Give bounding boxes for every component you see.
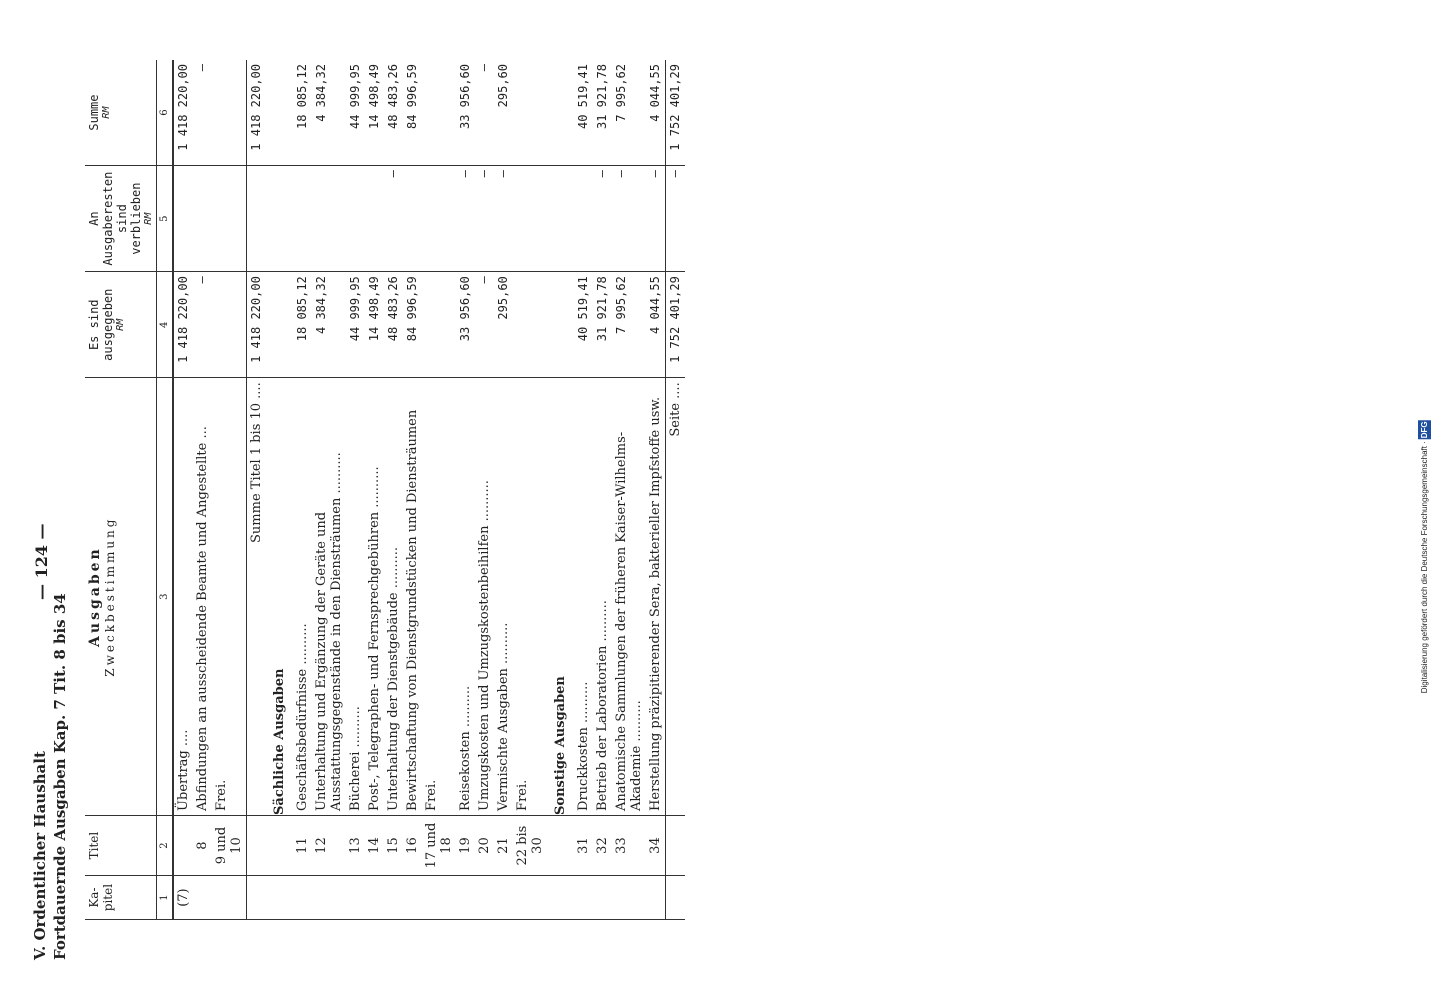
kapitel-cell xyxy=(475,876,494,920)
empty-cell xyxy=(547,166,574,272)
ausgegeben-cell: 4 384,32 xyxy=(312,272,346,378)
budget-table xyxy=(85,60,685,920)
reste-cell xyxy=(422,166,456,272)
unit-label: RM xyxy=(115,318,126,331)
titel-cell: 17 und 18 xyxy=(422,815,456,875)
header-line-2: Fortdauernde Ausgaben Kap. 7 Tit. 8 bis 34 xyxy=(51,593,69,960)
col-reste xyxy=(85,166,157,272)
table-row xyxy=(365,60,384,920)
table-row xyxy=(513,60,547,920)
reste-cell: — xyxy=(456,166,475,272)
titel-cell xyxy=(173,815,193,875)
titel-cell xyxy=(547,815,574,875)
header-line-1: V. Ordentlicher Haushalt xyxy=(31,751,49,960)
zweck-cell: Unterhaltung und Ergänzung der Geräte und Ausstattungsgegenstände in den Diensträumen .......... xyxy=(312,378,346,816)
table-row xyxy=(574,60,593,920)
col-ausgaben-title: Ausgaben xyxy=(87,546,103,647)
summe-cell xyxy=(212,60,247,166)
summe-cell: — xyxy=(193,60,212,166)
summe-cell: 4 044,55 xyxy=(646,60,666,166)
reste-cell xyxy=(312,166,346,272)
col-zweck-subtitle: Zweckbestimmung xyxy=(103,516,117,677)
summe-cell: 18 085,12 xyxy=(293,60,312,166)
reste-cell: — xyxy=(612,166,646,272)
reste-cell: — xyxy=(646,166,666,272)
ausgegeben-cell: 31 921,78 xyxy=(593,272,612,378)
section-heading: Sonstige Ausgaben xyxy=(547,378,574,816)
empty-cell xyxy=(266,272,293,378)
kapitel-cell xyxy=(365,876,384,920)
table-row xyxy=(173,60,193,920)
summe-cell: 40 519,41 xyxy=(574,60,593,166)
summe-cell: 14 498,49 xyxy=(365,60,384,166)
table-row xyxy=(646,60,666,920)
table-row xyxy=(212,60,247,920)
reste-cell: — xyxy=(384,166,403,272)
col-ausgegeben xyxy=(85,272,157,378)
kapitel-cell xyxy=(403,876,422,920)
ausgegeben-cell: — xyxy=(475,272,494,378)
ausgegeben-cell xyxy=(422,272,456,378)
ausgegeben-cell: 40 519,41 xyxy=(574,272,593,378)
ausgegeben-cell: 33 956,60 xyxy=(456,272,475,378)
titel-cell: 19 xyxy=(456,815,475,875)
titel-cell: 33 xyxy=(612,815,646,875)
kapitel-cell xyxy=(646,876,666,920)
reste-cell xyxy=(346,166,365,272)
kapitel-cell xyxy=(346,876,365,920)
reste-cell xyxy=(193,166,212,272)
reste-cell: — xyxy=(666,166,686,272)
zweck-cell: Herstellung präzipitierender Sera, bakterieller Impfstoffe usw. xyxy=(646,378,666,816)
kapitel-cell xyxy=(247,876,267,920)
col-kapitel: Ka-pitel xyxy=(85,876,157,920)
ausgegeben-cell xyxy=(212,272,247,378)
titel-cell xyxy=(266,815,293,875)
zweck-cell: Geschäftsbedürfnisse .......... xyxy=(293,378,312,816)
titel-cell xyxy=(666,815,686,875)
zweck-cell: Vermischte Ausgaben .......... xyxy=(494,378,513,816)
titel-cell: 11 xyxy=(293,815,312,875)
table-row xyxy=(456,60,475,920)
dfg-logo: DFG xyxy=(1420,421,1429,438)
col-number: 6 xyxy=(157,60,174,166)
zweck-cell: Abfindungen an ausscheidende Beamte und Angestellte ... xyxy=(193,378,212,816)
empty-cell xyxy=(266,60,293,166)
kapitel-cell xyxy=(193,876,212,920)
rotated-table-block xyxy=(30,60,1350,960)
ausgegeben-cell: 1 418 220,00 xyxy=(173,272,193,378)
reste-cell xyxy=(247,166,267,272)
kapitel-cell xyxy=(212,876,247,920)
col-reste-label: An Ausgaberesten sind verblieben xyxy=(87,171,143,266)
col-number: 3 xyxy=(157,378,174,816)
table-row xyxy=(475,60,494,920)
table-row xyxy=(193,60,212,920)
kapitel-cell: (7) xyxy=(173,876,193,920)
kapitel-cell xyxy=(293,876,312,920)
summe-cell: 295,60 xyxy=(494,60,513,166)
summe-cell: 1 752 401,29 xyxy=(666,60,686,166)
zweck-cell: Frei. xyxy=(422,378,456,816)
summe-cell: 31 921,78 xyxy=(593,60,612,166)
table-row xyxy=(384,60,403,920)
col-summe xyxy=(85,60,157,166)
ausgegeben-cell: 14 498,49 xyxy=(365,272,384,378)
summe-cell: 33 956,60 xyxy=(456,60,475,166)
reste-cell xyxy=(513,166,547,272)
ausgegeben-cell: 1 418 220,00 xyxy=(247,272,267,378)
summe-cell: 84 996,59 xyxy=(403,60,422,166)
zweck-cell: Reisekosten .......... xyxy=(456,378,475,816)
summe-cell xyxy=(513,60,547,166)
table-body xyxy=(173,60,685,920)
summe-cell: 44 999,95 xyxy=(346,60,365,166)
kapitel-cell xyxy=(513,876,547,920)
zweck-cell: Druckkosten .......... xyxy=(574,378,593,816)
column-number-row xyxy=(157,60,174,920)
kapitel-cell xyxy=(312,876,346,920)
reste-cell xyxy=(173,166,193,272)
col-number: 2 xyxy=(157,815,174,875)
col-number: 4 xyxy=(157,272,174,378)
table-row xyxy=(494,60,513,920)
kapitel-cell xyxy=(593,876,612,920)
ausgegeben-cell: 4 044,55 xyxy=(646,272,666,378)
ausgegeben-cell xyxy=(513,272,547,378)
section-heading: Sächliche Ausgaben xyxy=(266,378,293,816)
titel-cell: 34 xyxy=(646,815,666,875)
digitization-note xyxy=(1418,420,1432,693)
titel-cell: 20 xyxy=(475,815,494,875)
table-row xyxy=(612,60,646,920)
col-titel: Titel xyxy=(85,815,157,875)
kapitel-cell xyxy=(666,876,686,920)
section-row xyxy=(266,60,293,920)
zweck-cell: Betrieb der Laboratorien .......... xyxy=(593,378,612,816)
ausgegeben-cell: 295,60 xyxy=(494,272,513,378)
reste-cell xyxy=(403,166,422,272)
ausgegeben-cell: 18 085,12 xyxy=(293,272,312,378)
ausgegeben-cell: 44 999,95 xyxy=(346,272,365,378)
page-header xyxy=(30,593,70,960)
table-row xyxy=(312,60,346,920)
section-row xyxy=(547,60,574,920)
titel-cell: 21 xyxy=(494,815,513,875)
kapitel-cell xyxy=(266,876,293,920)
zweck-cell: Seite .... xyxy=(666,378,686,816)
summe-cell: 4 384,32 xyxy=(312,60,346,166)
titel-cell: 16 xyxy=(403,815,422,875)
titel-cell: 15 xyxy=(384,815,403,875)
titel-cell: 32 xyxy=(593,815,612,875)
table-row xyxy=(666,60,686,920)
reste-cell xyxy=(574,166,593,272)
empty-cell xyxy=(547,60,574,166)
titel-cell: 13 xyxy=(346,815,365,875)
summe-cell xyxy=(422,60,456,166)
zweck-cell: Übertrag .... xyxy=(173,378,193,816)
summe-cell: 1 418 220,00 xyxy=(173,60,193,166)
page-number: — 124 — xyxy=(32,523,51,600)
titel-cell xyxy=(247,815,267,875)
zweck-cell: Frei. xyxy=(513,378,547,816)
ausgegeben-cell: 7 995,62 xyxy=(612,272,646,378)
summe-cell: 1 418 220,00 xyxy=(247,60,267,166)
summe-cell: 7 995,62 xyxy=(612,60,646,166)
zweck-cell: Unterhaltung der Dienstgebäude .......... xyxy=(384,378,403,816)
zweck-cell: Umzugskosten und Umzugskostenbeihilfen .......... xyxy=(475,378,494,816)
titel-cell: 31 xyxy=(574,815,593,875)
ausgegeben-cell: 48 483,26 xyxy=(384,272,403,378)
table-row xyxy=(293,60,312,920)
titel-cell: 12 xyxy=(312,815,346,875)
empty-cell xyxy=(547,272,574,378)
col-number: 5 xyxy=(157,166,174,272)
table-row xyxy=(346,60,365,920)
table-header-row xyxy=(85,60,157,920)
kapitel-cell xyxy=(547,876,574,920)
zweck-cell: Post-, Telegraphen- und Fernsprechgebühren .......... xyxy=(365,378,384,816)
zweck-cell: Bücherei .......... xyxy=(346,378,365,816)
reste-cell: — xyxy=(494,166,513,272)
titel-cell: 14 xyxy=(365,815,384,875)
summe-cell: 48 483,26 xyxy=(384,60,403,166)
table-row xyxy=(247,60,267,920)
ausgegeben-cell: — xyxy=(193,272,212,378)
summe-cell: — xyxy=(475,60,494,166)
kapitel-cell xyxy=(574,876,593,920)
unit-label: RM xyxy=(143,212,154,225)
col-zweck xyxy=(85,378,157,816)
table-row xyxy=(422,60,456,920)
reste-cell xyxy=(212,166,247,272)
kapitel-cell xyxy=(456,876,475,920)
ausgegeben-cell: 84 996,59 xyxy=(403,272,422,378)
reste-cell xyxy=(365,166,384,272)
titel-cell: 9 und 10 xyxy=(212,815,247,875)
table-row xyxy=(593,60,612,920)
reste-cell: — xyxy=(593,166,612,272)
kapitel-cell xyxy=(422,876,456,920)
table-row xyxy=(403,60,422,920)
reste-cell: — xyxy=(475,166,494,272)
zweck-cell: Bewirtschaftung von Dienstgrundstücken und Diensträumen xyxy=(403,378,422,816)
unit-label: RM xyxy=(101,106,112,119)
titel-cell: 8 xyxy=(193,815,212,875)
col-summe-label: Summe xyxy=(87,94,101,131)
titel-cell: 22 bis 30 xyxy=(513,815,547,875)
kapitel-cell xyxy=(494,876,513,920)
digitization-text: Digitalisierung gefördert durch die Deutsche Forschungsgemeinschaft · xyxy=(1420,441,1429,694)
zweck-cell: Frei. xyxy=(212,378,247,816)
col-number: 1 xyxy=(157,876,174,920)
empty-cell xyxy=(266,166,293,272)
kapitel-cell xyxy=(384,876,403,920)
ausgegeben-cell: 1 752 401,29 xyxy=(666,272,686,378)
reste-cell xyxy=(293,166,312,272)
col-ausgegeben-label: Es sind ausgegeben xyxy=(87,288,115,361)
kapitel-cell xyxy=(612,876,646,920)
zweck-cell: Anatomische Sammlungen der früheren Kaiser-Wilhelms-Akademie .......... xyxy=(612,378,646,816)
zweck-cell: Summe Titel 1 bis 10 .... xyxy=(247,378,267,816)
